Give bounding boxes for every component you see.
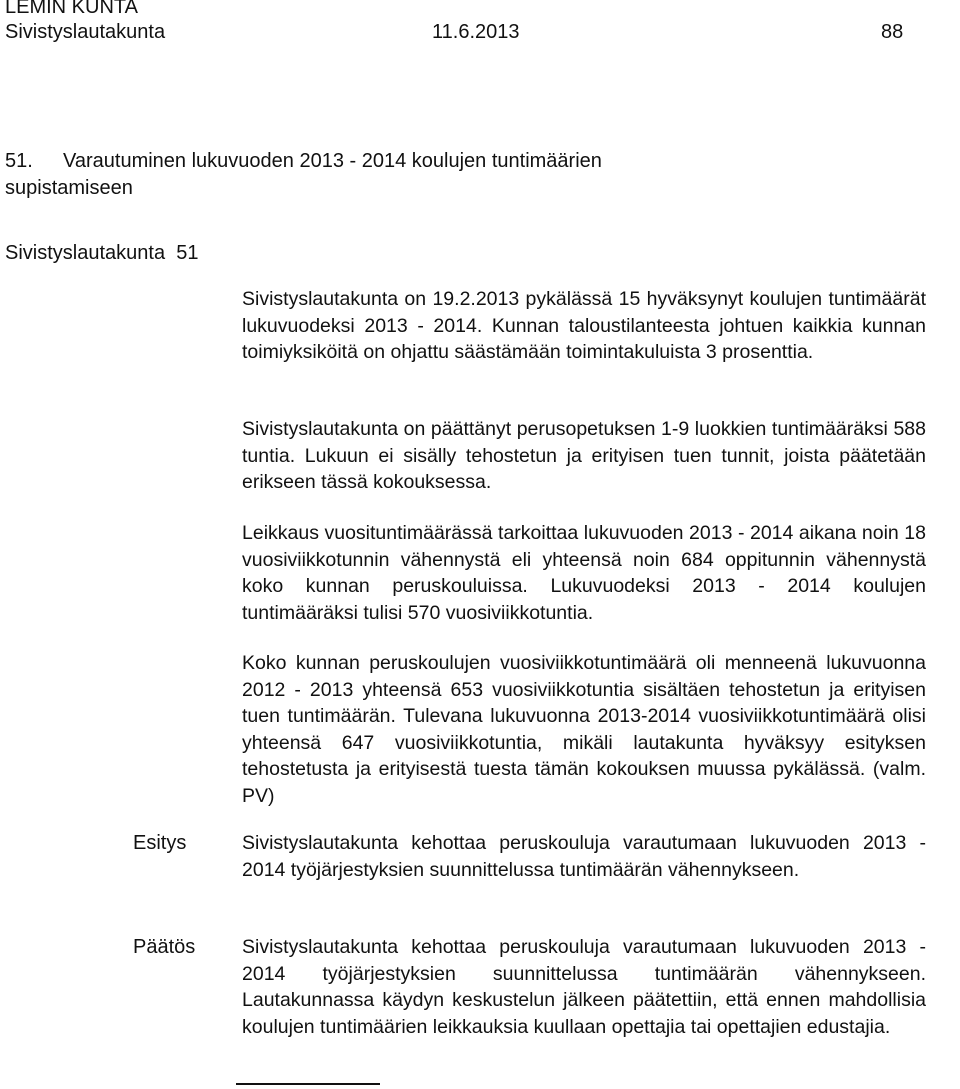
organization-name: LEMIN KUNTA	[5, 0, 138, 18]
header-committee: Sivistyslautakunta	[5, 21, 166, 43]
proposal-text: Sivistyslautakunta kehottaa peruskouluja varautumaan lukuvuoden 2013 - 2014 työjärjestyksien suunnittelussa tuntimäärän vähennykseen.	[242, 832, 926, 881]
section-title: Varautuminen lukuvuoden 2013 - 2014 koulujen tuntimäärien supistamiseen	[5, 150, 602, 199]
decision-label: Päätös	[133, 936, 196, 958]
section-heading	[5, 148, 645, 201]
paragraph-3: Leikkaus vuosituntimäärässä tarkoittaa lukuvuoden 2013 - 2014 aikana noin 18 vuosiviikkotunnin vähennystä eli yhteensä noin 684 oppitunnin vähennystä koko kunnan peruskouluissa. Lukuvuodeksi 2013 - 2014 koulujen tuntimääräksi tulisi 570 vuosiviikkotuntia.	[242, 522, 926, 624]
signature-rule	[236, 1083, 380, 1085]
decision-text: Sivistyslautakunta kehottaa peruskouluja varautumaan lukuvuoden 2013 - 2014 työjärjestyksien suunnittelussa tuntimäärän vähennykseen. Lautakunnassa käydyn keskustelun jälkeen päätettiin, että ennen mahdollisia koulujen tuntimäärien leikkauksia kuullaan opettajia tai opettajien edustajia.	[242, 936, 926, 1038]
section-number: 51.	[5, 150, 33, 172]
paragraph-4: Koko kunnan peruskoulujen vuosiviikkotuntimäärä oli menneenä lukuvuonna 2012 - 2013 yhteensä 653 vuosiviikkotuntia sisältäen tehostetun ja erityisen tuen tuntimäärän. Tulevana lukuvuonna 2013-2014 vuosiviikkotuntimäärä olisi yhteensä 647 vuosiviikkotuntia, mikäli lautakunta hyväksyy esityksen tehostetusta ja erityisestä tuesta tämän kokouksen muussa pykälässä. (valm. PV)	[242, 652, 926, 807]
page-header	[5, 19, 925, 47]
paragraph-2: Sivistyslautakunta on päättänyt perusopetuksen 1-9 luokkien tuntimääräksi 588 tuntia. Lukuun ei sisälly tehostetun ja erityisen tuen tunnit, joista päätetään erikseen tässä kokouksessa.	[242, 418, 926, 493]
header-page-number: 88	[881, 21, 904, 43]
paragraph-1: Sivistyslautakunta on 19.2.2013 pykälässä 15 hyväksynyt koulujen tuntimäärät lukuvuodeksi 2013 - 2014. Kunnan taloustilanteesta johtuen kaikkia kunnan toimiyksiköitä on ohjattu säästämään toimintakuluista 3 prosenttia.	[242, 288, 926, 363]
header-date: 11.6.2013	[432, 21, 520, 43]
reference-line: Sivistyslautakunta 51	[5, 242, 199, 264]
proposal-label: Esitys	[133, 832, 187, 854]
